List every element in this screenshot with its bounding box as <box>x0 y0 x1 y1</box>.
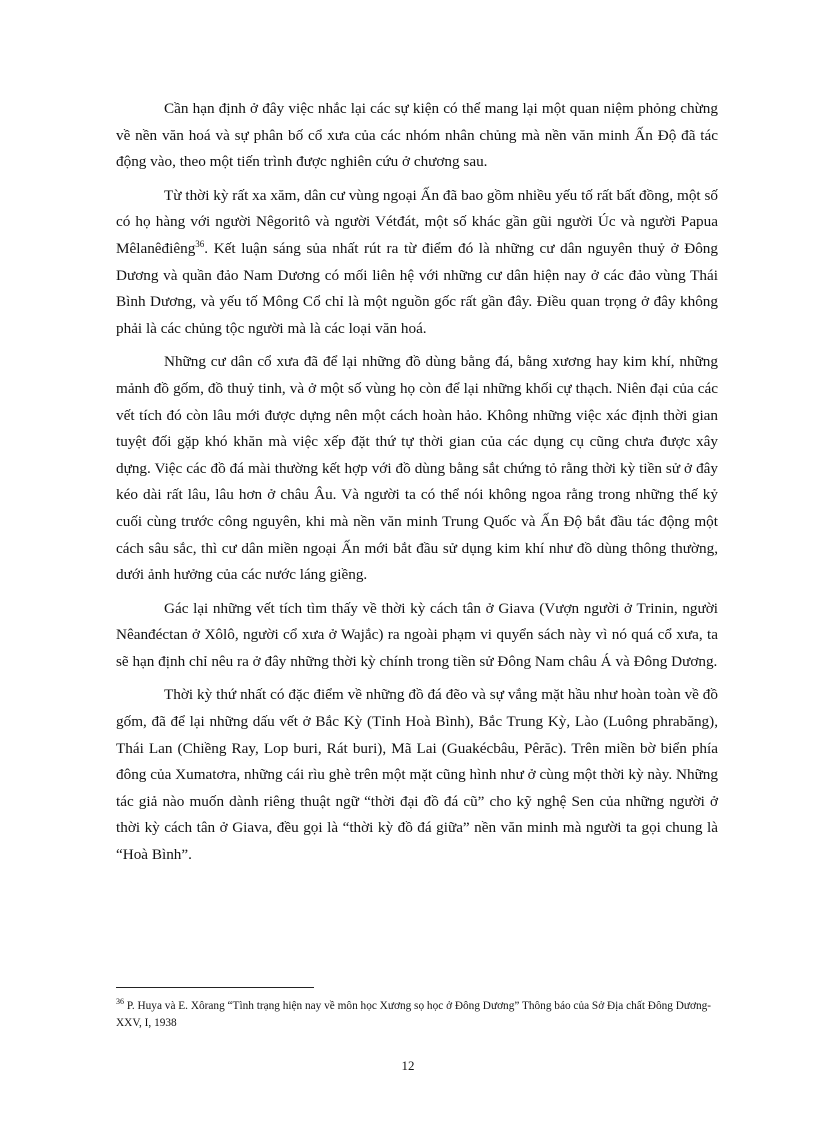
footnote-text: P. Huya và E. Xôrang “Tình trạng hiện nay về môn học Xương sọ học ở Đông Dương” Thông báo của Sở Địa chất Đông Dương-XXV, I, 1938 <box>116 1000 712 1029</box>
paragraph-5: Thời kỳ thứ nhất có đặc điểm về những đồ đá đẽo và sự vắng mặt hầu như hoàn toàn về đồ gốm, đã để lại những dấu vết ở Bắc Kỳ (Tỉnh Hoà Bình), Bắc Trung Kỳ, Lào (Luông phrabăng), Thái Lan (Chiềng Ray, Lop buri, Rát buri), Mã Lai (Guakécbâu, Pêrăc). Trên miền bờ biển phía đông của Xumatơra, những cái rìu ghè trên một mặt cũng hình như ở cùng một thời kỳ này. Những tác giả nào muốn dành riêng thuật ngữ “thời đại đồ đá cũ” cho kỹ nghệ Sen của những người ở thời kỳ cách tân ở Giava, đều gọi là “thời kỳ đồ đá giữa” nền văn minh mà người ta gọi chung là “Hoà Bình”. <box>116 686 718 864</box>
footnote-number: 36 <box>116 997 124 1007</box>
paragraph-3: Những cư dân cổ xưa đã để lại những đồ dùng bằng đá, bằng xương hay kim khí, những mảnh đồ gốm, đồ thuỷ tinh, và ở một số vùng họ còn để lại những khối cự thạch. Niên đại của các vết tích đó còn lâu mới được dựng nên một cách hoàn hảo. Không những việc xác định thời gian tuyệt đối gặp khó khăn mà việc xếp đặt thứ tự thời gian của các dụng cụ cũng chưa được xây dựng. Việc các đồ đá mài thường kết hợp với đồ dùng bằng sắt chứng tỏ rằng thời kỳ tiền sử ở đây kéo dài rất lâu, lâu hơn ở châu Âu. Và người ta có thể nói không ngoa rằng trong những thế kỷ cuối cùng trước công nguyên, khi mà nền văn minh Trung Quốc và Ấn Độ bắt đầu tác động một cách sâu sắc, thì cư dân miền ngoại Ấn mới bắt đầu sử dụng kim khí như đồ dùng thông thường, dưới ảnh hưởng của các nước láng giềng. <box>116 353 718 584</box>
paragraph-2 <box>116 183 718 343</box>
footnote-reference[interactable]: 36 <box>195 238 205 249</box>
paragraph-2-text-after: . Kết luận sáng sủa nhất rút ra từ điểm đó là những cư dân nguyên thuỷ ở Đông Dương và quần đảo Nam Dương có mối liên hệ với những cư dân hiện nay ở các đảo vùng Thái Bình Dương, và yếu tố Mông Cổ chỉ là một nguồn gốc rất gần đây. Điều quan trọng ở đây không phải là các chủng tộc người mà là các loại văn hoá. <box>116 239 718 337</box>
paragraph-1: Cần hạn định ở đây việc nhắc lại các sự kiện có thể mang lại một quan niệm phỏng chừng về nền văn hoá và sự phân bố cổ xưa của các nhóm nhân chủng mà nền văn minh Ấn Độ đã tác động vào, theo một tiến trình được nghiên cứu ở chương sau. <box>116 100 718 171</box>
paragraph-2-text-before: Từ thời kỳ rất xa xăm, dân cư vùng ngoại Ấn đã bao gồm nhiều yếu tố rất bất đồng, một số có họ hàng với người Nêgoritô và người Vétđát, một số khác gần gũi người Úc và người Papua Mêlanêđiêng <box>116 186 718 257</box>
page-body <box>116 96 718 876</box>
footnote <box>116 998 718 1032</box>
footnote-divider <box>116 987 314 988</box>
paragraph-4: Gác lại những vết tích tìm thấy về thời kỳ cách tân ở Giava (Vượn người ở Trinin, người Nêanđéctan ở Xôlô, người cổ xưa ở Wajắc) ra ngoài phạm vi quyển sách này vì nó quá cổ xưa, ta sẽ hạn định chỉ nêu ra ở đây những thời kỳ chính trong tiền sử Đông Nam châu Á và Đông Dương. <box>116 599 718 670</box>
page-number: 12 <box>401 1058 415 1073</box>
